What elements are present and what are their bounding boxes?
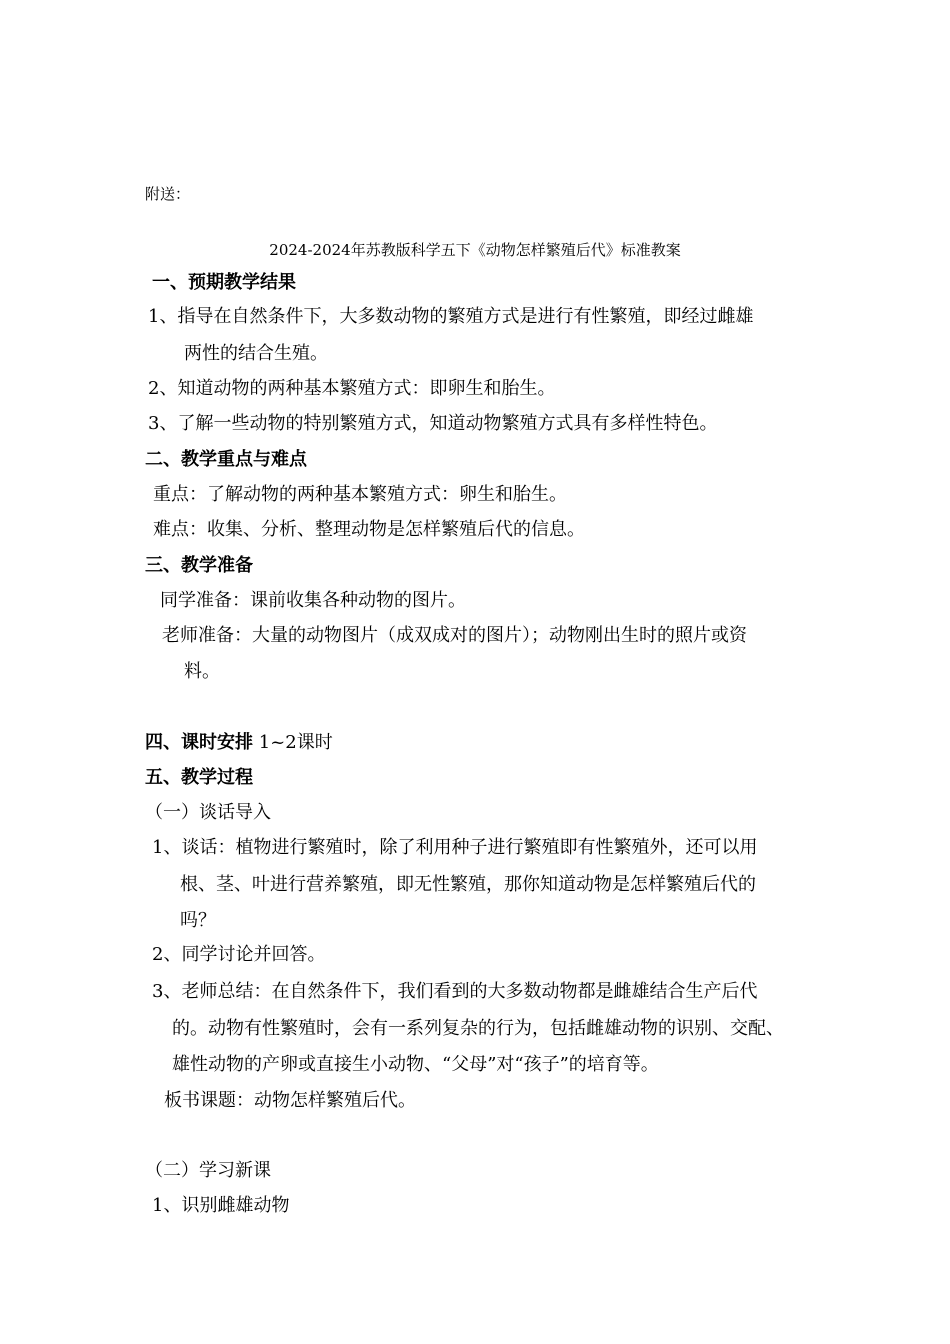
- section-1-item-2: 2、知道动物的两种基本繁殖方式：即卵生和胎生。: [148, 378, 556, 399]
- section-4-heading: 四、课时安排: [145, 732, 253, 753]
- appendix-label: 附送：: [145, 185, 191, 203]
- part-1-item-3-cont-2: 雄性动物的产卵或直接生小动物、“父母”对“孩子”的培育等。: [172, 1054, 659, 1075]
- part-2-heading: （二）学习新课: [145, 1160, 271, 1181]
- board-title: 板书课题：动物怎样繁殖后代。: [164, 1090, 416, 1111]
- section-4-value: 1~2课时: [258, 732, 333, 753]
- section-2-difficult-point: 难点：收集、分析、整理动物是怎样繁殖后代的信息。: [153, 519, 585, 540]
- part-2-item-1: 1、识别雌雄动物: [152, 1195, 290, 1216]
- part-1-item-3-cont: 的。动物有性繁殖时，会有一系列复杂的行为，包括雌雄动物的识别、交配、: [172, 1018, 784, 1039]
- part-1-item-3: 3、老师总结：在自然条件下，我们看到的大多数动物都是雌雄结合生产后代: [152, 981, 758, 1002]
- section-3-teacher-prep-cont: 料。: [184, 661, 220, 682]
- section-1-heading: 一、预期教学结果: [152, 272, 296, 293]
- part-1-item-1: 1、谈话：植物进行繁殖时，除了利用种子进行繁殖即有性繁殖外，还可以用: [152, 837, 758, 858]
- section-3-teacher-prep: 老师准备：大量的动物图片（成双成对的图片）；动物刚出生时的照片或资: [162, 625, 747, 646]
- part-1-item-1-cont-2: 吗？: [180, 910, 216, 931]
- section-2-heading: 二、教学重点与难点: [145, 449, 307, 470]
- part-1-item-2: 2、同学讨论并回答。: [152, 944, 326, 965]
- document-title: 2024-2024年苏教版科学五下《动物怎样繁殖后代》标准教案: [269, 241, 681, 259]
- section-1-item-1: 1、指导在自然条件下，大多数动物的繁殖方式是进行有性繁殖，即经过雌雄: [148, 306, 754, 327]
- section-3-heading: 三、教学准备: [145, 555, 253, 576]
- section-2-key-point: 重点：了解动物的两种基本繁殖方式：卵生和胎生。: [153, 484, 567, 505]
- section-5-heading: 五、教学过程: [145, 767, 253, 788]
- part-1-item-1-cont: 根、茎、叶进行营养繁殖，即无性繁殖，那你知道动物是怎样繁殖后代的: [180, 874, 756, 895]
- section-3-student-prep: 同学准备：课前收集各种动物的图片。: [160, 590, 466, 611]
- section-1-item-1-cont: 两性的结合生殖。: [184, 343, 328, 364]
- section-4-line: [145, 732, 333, 754]
- part-1-heading: （一）谈话导入: [145, 802, 271, 823]
- section-1-item-3: 3、了解一些动物的特别繁殖方式，知道动物繁殖方式具有多样性特色。: [148, 413, 718, 434]
